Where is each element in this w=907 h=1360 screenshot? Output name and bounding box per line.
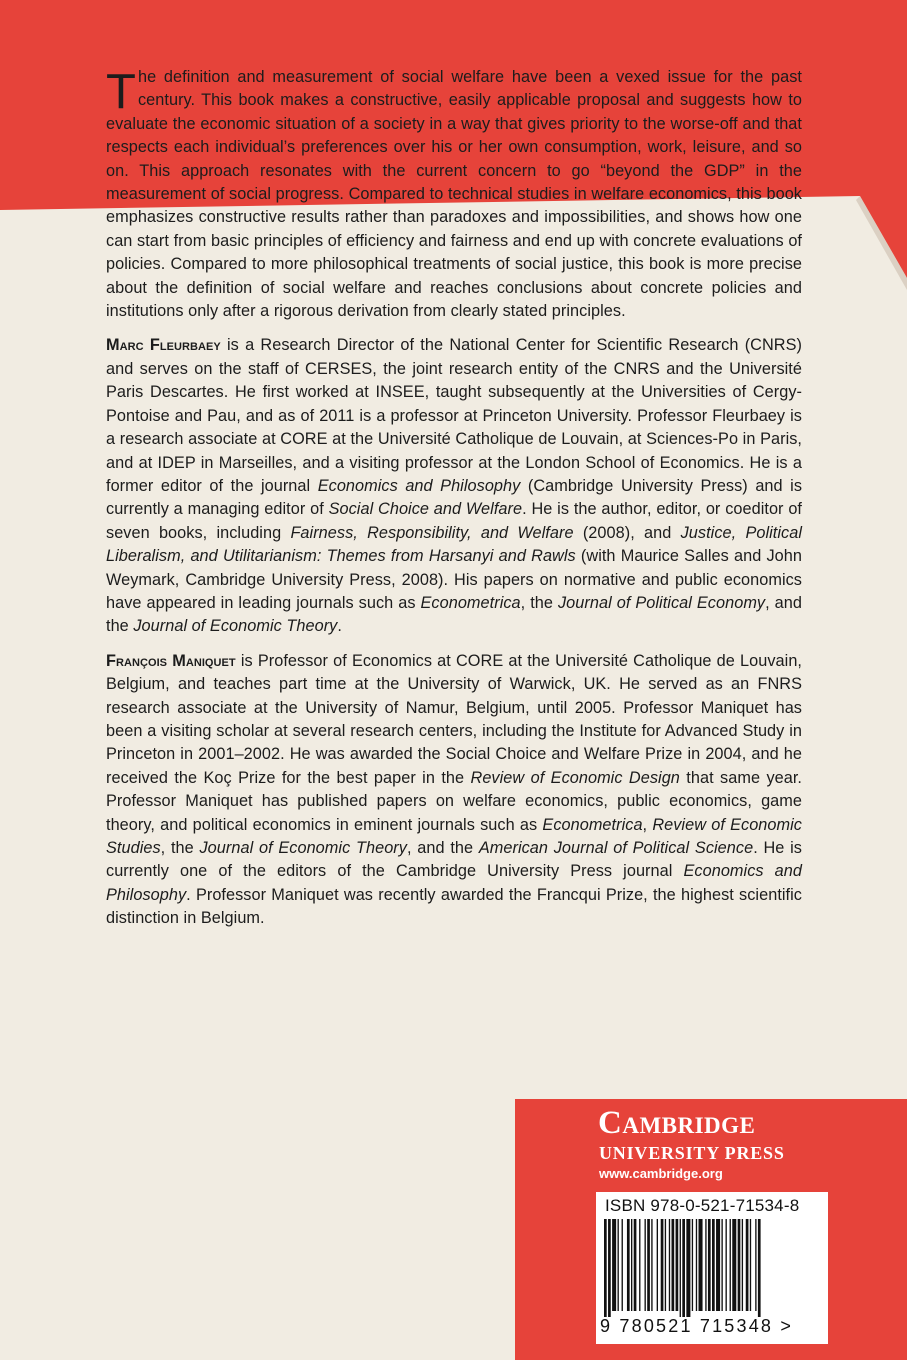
bio-text: . He is currently one of the editors of the Cambridge University Press journal — [106, 839, 802, 881]
bio-text: , and the — [106, 593, 802, 636]
book-title: Fairness, Responsibility, and Welfare — [290, 523, 574, 542]
journal-title: Economics and Philosophy — [106, 862, 802, 904]
bio-text: is a Research Director of the National Center for Scientific Research (CNRS) and serves on the staff of CERSES, the joint research entity of the CNRS and the Université Paris Descartes. He first worked at INSEE, taught subsequently at the Universities of Cergy-Pontoise and Pau, and as of 2011 is a professor at Princeton University. Professor Fleurbaey is a research associate at CORE at the Université Catholique de Louvain, at Sciences-Po in Paris, and at IDEP in Marseilles, and a visiting professor at the London School of Economics. He is a former editor of the journal — [106, 336, 802, 495]
barcode-bar — [612, 1219, 616, 1311]
journal-title: Social Choice and Welfare — [328, 500, 523, 519]
barcode-bar — [618, 1219, 619, 1311]
book-title: Justice, Political Liberalism, and Utilitarianism: Themes from Harsanyi and Rawls — [106, 523, 802, 566]
bio-text: (with Maurice Salles and John Weymark, Cambridge University Press, 2008). His papers on normative and public economics have appeared in leading journals such as — [106, 547, 802, 612]
blurb-paragraph — [106, 66, 802, 323]
barcode-bar — [680, 1219, 681, 1317]
barcode-bar — [651, 1219, 652, 1311]
bio-text: , the — [160, 839, 200, 857]
barcode-bar — [721, 1219, 722, 1311]
bio-text: , and the — [406, 839, 479, 857]
barcode-bar — [661, 1219, 664, 1311]
barcode-bar — [726, 1219, 727, 1311]
barcode-graphic — [602, 1219, 822, 1317]
barcode-bar — [669, 1219, 670, 1311]
barcode-bar — [758, 1219, 761, 1317]
barcode-bar — [686, 1219, 690, 1317]
barcode-bar — [746, 1219, 749, 1311]
barcode-bar — [730, 1219, 731, 1311]
isbn-label: ISBN 978-0-521-71534-8 — [605, 1196, 800, 1215]
barcode-bar — [692, 1219, 693, 1311]
barcode-bar — [604, 1219, 607, 1317]
barcode-bar — [672, 1219, 675, 1311]
publisher-block — [515, 1099, 907, 1360]
journal-title: Review of Economic Studies — [106, 815, 802, 857]
journal-title: Econometrica — [542, 815, 643, 834]
author-name-fleurbaey: Marc Fleurbaey — [106, 336, 221, 355]
author-bio-fleurbaey — [106, 334, 802, 638]
barcode-bar — [699, 1219, 703, 1311]
bio-text: , the — [520, 593, 558, 612]
barcode-bar — [712, 1219, 715, 1311]
barcode-bar — [639, 1219, 640, 1311]
barcode-digits: 9 780521 715348 > — [600, 1316, 794, 1336]
back-cover-text — [106, 66, 802, 942]
barcode-bar — [696, 1219, 697, 1311]
barcode-bar — [622, 1219, 623, 1311]
journal-title: Review of Economic Design — [470, 768, 680, 787]
barcode-bar — [755, 1219, 756, 1311]
journal-title: Economics and Philosophy — [317, 476, 521, 495]
barcode-bar — [732, 1219, 736, 1311]
journal-title: Journal of Economic Theory — [199, 839, 407, 857]
barcode-bar — [608, 1219, 611, 1317]
publisher-url[interactable]: www.cambridge.org — [599, 1166, 723, 1181]
publisher-name: Cambridge — [598, 1105, 756, 1141]
publisher-press-label: UNIVERSITY PRESS — [599, 1143, 785, 1163]
journal-title: American Journal of Political Science — [478, 839, 754, 857]
bio-text: . Professor Maniquet was recently awarded the Francqui Prize, the highest scientific distinction in Belgium. — [106, 885, 802, 928]
journal-title: Econometrica — [420, 593, 521, 612]
barcode-bar — [682, 1219, 685, 1317]
barcode-bar — [742, 1219, 743, 1311]
barcode-bar — [738, 1219, 741, 1311]
barcode-bar — [716, 1219, 720, 1311]
author-name-maniquet: François Maniquet — [106, 651, 236, 670]
bio-text: (2008), and — [573, 523, 681, 542]
barcode-bar — [631, 1219, 632, 1311]
barcode-bar — [657, 1219, 658, 1311]
dropcap-letter: T — [106, 65, 136, 119]
barcode-bar — [634, 1219, 637, 1311]
bio-text: (Cambridge University Press) and is currently a managing editor of — [106, 476, 803, 519]
blurb-text: he definition and measurement of social welfare have been a vexed issue for the past century. This book makes a constructive, easily applicable proposal and suggests how to evaluate the economic situation of a society in a way that gives priority to the worse-off and that respects each individual’s preferences over his or her own consumption, work, leisure, and so on. This approach resonates with the current concern to go “beyond the GDP” in the measurement of social progress. Compared to technical studies in welfare economics, this book emphasizes constructive results rather than paradoxes and impossibilities, and shows how one can start from basic principles of efficiency and fairness and end up with concrete evaluations of policies. Compared to more philosophical treatments of social justice, this book is more precise about the definition of social welfare and reaches conclusions about concrete policies and institutions only after a rigorous derivation from clearly stated principles. — [106, 68, 802, 321]
bio-text: is Professor of Economics at CORE at the Université Catholique de Louvain, Belgium, and teaches part time at the University of Warwick, UK. He served as an FNRS research associate at the University of Namur, Belgium, until 2005. Professor Maniquet has been a visiting scholar at several research centers, including the Institute for Advanced Study in Princeton in 2001–2002. He was awarded the Social Choice and Welfare Prize in 2004, and he received the Koç Prize for the best paper in the — [106, 651, 802, 787]
barcode-bar — [645, 1219, 646, 1311]
barcode-bar — [665, 1219, 666, 1311]
barcode-bar — [750, 1219, 751, 1311]
journal-title: Journal of Political Economy — [557, 593, 766, 612]
bio-text: that same year. Professor Maniquet has published papers on welfare economics, public economics, game theory, and political economics in eminent journals such as — [106, 768, 803, 834]
bio-text: . He is the author, editor, or coeditor of seven books, including — [106, 500, 802, 542]
barcode-bar — [676, 1219, 679, 1311]
bio-text: , — [642, 815, 653, 834]
barcode-bar — [708, 1219, 711, 1311]
barcode-bar — [627, 1219, 630, 1311]
barcode-bar — [647, 1219, 650, 1311]
barcode-bar — [705, 1219, 706, 1311]
isbn-barcode-box — [596, 1192, 828, 1344]
bio-text: . — [337, 617, 342, 636]
author-bio-maniquet — [106, 650, 802, 931]
journal-title: Journal of Economic Theory — [133, 617, 338, 636]
